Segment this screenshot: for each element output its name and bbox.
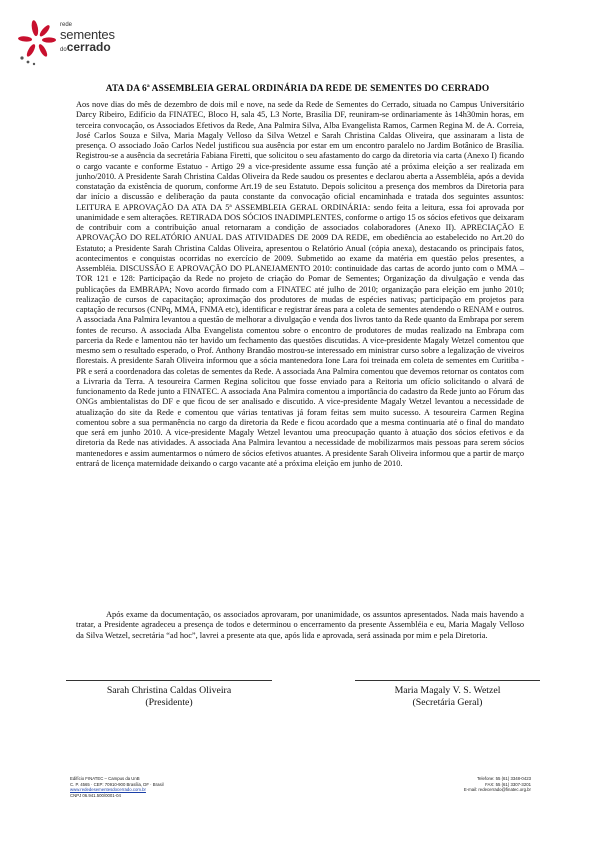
president-role: (Presidente) — [145, 697, 193, 709]
logo-connector: do — [60, 47, 67, 53]
minutes-paragraph: Aos nove dias do mês de dezembro de dois mil e nove, na sede da Rede de Sementes do Cerrado, situada no Campus Universitário Darcy Ribeiro, Edifício da FINATEC, Bloco H, sala 45, L3 Norte, Brasília DF, reuniram-se ordinariamente às 14h30min horas, em terceira convocação, os Associados Efetivos da Rede, Ana Palmira Silva, Alba Evangelista Ramos, Carmen Regina M. de A. Correia, José Carlos Souza e Silva, Maria Magaly Velloso da Silva Wetzel e Sarah Christina Caldas Oliveira, que assinaram a lista de presença. O associado João Carlos Nedel justificou sua ausência por estar em um encontro paralelo no Jardim Botânico de Brasília. Registrou-se a ausência da secretária Fabiana Firetti, que solicitou o seu afastamento do cargo da diretoria via carta (Anexo I) ficando o cargo vacante e conforme Estatuo - Artigo 29 a vice-presidente assume essa função até a próxima eleição a ser realizada em junho/2010. A Presidente Sarah Christina Caldas Oliveira da Rede saudou os presentes e declarou aberta a Assembléia, após a devida constatação da existência de quorum, conforme Art.19 de seu Estatuto. Depois solicitou a presença dos membros da Diretoria para dar início a discussão e deliberação da pauta constante da convocação oficial encaminhada e tratada dos seguintes assuntos: LEITURA E APROVAÇÃO DA ATA DA 5ª ASSEMBLEIA GERAL ORDINÁRIA: sendo feita a leitura, essa foi aprovada por unanimidade e sem alterações. RETIRADA DOS SÓCIOS INADIMPLENTES, conforme o artigo 15 os sócios efetivos que deixaram de contribuir com a contribuição anual retornaram a condição de associados colaboradores (Anexo II). APRECIAÇÃO E APROVAÇÃO DO RELATÓRIO ANUAL DAS ATIVIDADES DE 2009 DA REDE, em obediência ao estabelecido no Art.20 do Estatuto; a Presidente Sarah Christina Caldas Oliveira, apresentou o Relatório Anual (cópia anexa), destacando os principais fatos, acontecimentos e conquistas ocorridas no exercício de 2009. Submetido ao exame da matéria em questão pelos presentes, a Assembléia. DISCUSSÃO E APROVAÇÃO DO PLANEJAMENTO 2010: continuidade das cartas de acordo junto com o MMA – TOR 121 e 128: Participação da Rede no projeto de criação do Pomar de Sementes; Organização da divulgação e venda das publicações da EMBRAPA; Novo acordo firmado com a FINATEC até julho de 2010; organização para eleição em junho 2010; realização de cursos de capacitação; aproximação dos produtores de mudas de espécies nativas; participação em projetos para captação de recursos (CNPq, MMA, FNMA etc), identificar e registrar áreas para a coleta de sementes atendendo o RENAM e outros. A associada Ana Palmira levantou a questão de melhorar a divulgação e venda dos livros tanto da Rede quanto da Embrapa por serem fontes de recurso. A associada Alba Evangelista comentou sobre o encontro de produtores de mudas realizado na Embrapa com parceria da Rede e lamentou não ter havido um fechamento das questões discutidas. A vice-presidente Magaly Wetzel comentou que mesmo sem o resultado esperado, o Prof. Anthony Brandão mostrou-se interessado em ministrar curso sobre a legalização de viveiros florestais. A presidente Sarah Oliveira informou que a sócia mantenedora Ione Lara foi treinada em coleta de sementes em Curitiba -PR e será a coordenadora das coletas de sementes da Rede. A associada Ana Palmira comentou que devemos retornar os contatos com a Livraria da Terra. A tesoureira Carmen Regina solicitou que fosse enviado para a Reitoria um ofício solicitando o alvará de funcionamento da Rede junto a FINATEC. A associada Ana Palmira comentou a importância do cadastro da Rede junto ao Fórum das ONGs ambientalistas do DF e que ficou de ser analisado e discutido. A vice-presidente Magaly Wetzel levantou a necessidade de atualização do site da Rede e comentou que várias tentativas já foram feitas sem muito sucesso. A tesoureira Carmen Regina comentou sobre a sua permanência no cargo da diretoria da Rede e ficou acordado que a mesma continuaria até o final do mandato que será em junho 2010. A vice-presidente Magaly Wetzel levantou uma preocupação quanto à atuação dos sócios efetivos e da diretoria da Rede nas atividades. A associada Ana Palmira levantou a necessidade de mobilizarmos mais pessoas para serem sócios mantenedores e assim aumentarmos o número de sócios efetivos atuantes. A presidente Sarah Oliveira informou que a partir de março entrará de licença maternidade deixando o cargo vacante até a próxima eleição em junho de 2010. — [76, 100, 524, 468]
footer-fax: FAX: 55 (61) 3307-3201 — [485, 781, 531, 787]
president-name: Sarah Christina Caldas Oliveira — [106, 685, 232, 696]
rede-sementes-cerrado-logo — [14, 18, 124, 68]
signature-president — [66, 680, 272, 709]
logo-prefix: rede — [60, 22, 73, 28]
footer-address-line: C. P. 4565 · CEP: 70910-900 Brasília, DF · Brasil — [70, 781, 164, 787]
footer-contact — [464, 776, 531, 793]
website-link[interactable]: www.rededesementesdocerrado.com.br — [70, 787, 146, 793]
closing-paragraph: Após exame da documentação, os associados aprovaram, por unanimidade, os assuntos apresentados. Nada mais havendo a tratar, a Presidente agradeceu a presença de todos e determinou o encerramento da presente Assembléia e eu, Maria Magaly Velloso da Silva Wetzel, secretária “ad hoc”, lavrei a presente ata que, após lida e aprovada, será assinada por mim e pela Diretoria. — [76, 610, 524, 640]
secretary-name: Maria Magaly V. S. Wetzel — [394, 685, 501, 696]
minutes-body — [76, 100, 524, 469]
footer-phone: Telefone: 55 (61) 3348-0423 — [477, 776, 531, 781]
document-title: ATA DA 6ª ASSEMBLEIA GERAL ORDINÁRIA DA REDE DE SEMENTES DO CERRADO — [105, 84, 490, 94]
logo-word-cerrado — [60, 41, 115, 53]
logo-word-cerrado-text: cerrado — [66, 40, 111, 54]
footer-address-line: Edifício FINATEC – Campus da UnB — [70, 776, 140, 781]
signature-secretary — [355, 680, 540, 709]
footer-address — [70, 776, 164, 798]
seed-flower-icon — [14, 18, 60, 68]
footer-cnpj: CNPJ 06.941.500/0001-04 — [70, 792, 121, 798]
secretary-role: (Secretária Geral) — [412, 697, 483, 709]
signature-line — [355, 680, 540, 681]
footer-email[interactable]: E-mail: redecerrado@finatec.org.br — [463, 787, 531, 793]
logo-wordmark — [60, 22, 115, 53]
logo-word-sementes: sementes — [60, 27, 115, 42]
signature-line — [66, 680, 272, 681]
